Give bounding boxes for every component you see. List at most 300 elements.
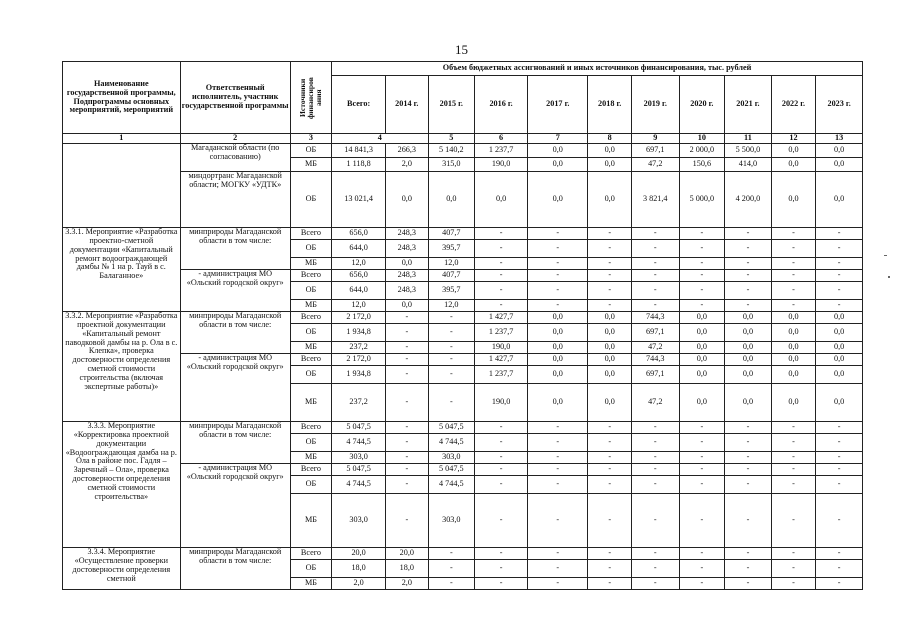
column-number: 4 (332, 134, 428, 144)
value-cell: - (725, 548, 772, 560)
executor-cell: - администрация МО «Ольский городской округ» (180, 464, 290, 548)
value-cell: - (679, 548, 725, 560)
value-cell: - (816, 422, 863, 434)
value-cell: - (588, 434, 631, 452)
value-cell: 0,0 (679, 342, 725, 354)
value-cell: 12,0 (428, 300, 475, 312)
value-cell: 4 200,0 (725, 172, 772, 228)
value-cell: - (475, 300, 528, 312)
source-cell: Всего (290, 422, 331, 434)
value-cell: - (528, 422, 588, 434)
value-cell: - (428, 342, 475, 354)
value-cell: - (771, 560, 816, 578)
value-cell: 0,0 (588, 324, 631, 342)
value-cell: 2 000,0 (679, 144, 725, 158)
value-cell: 414,0 (725, 158, 772, 172)
value-cell: - (588, 548, 631, 560)
source-cell: Всего (290, 464, 331, 476)
value-cell: - (725, 452, 772, 464)
value-cell: 47,2 (631, 342, 679, 354)
value-cell: - (771, 434, 816, 452)
column-number: 13 (816, 134, 863, 144)
value-cell: 0,0 (816, 158, 863, 172)
value-cell: - (528, 548, 588, 560)
value-cell: - (528, 578, 588, 590)
value-cell: 248,3 (386, 228, 428, 240)
value-cell: 0,0 (771, 342, 816, 354)
value-cell: - (528, 452, 588, 464)
value-cell: - (386, 434, 428, 452)
value-cell: 18,0 (386, 560, 428, 578)
value-cell: 5 000,0 (679, 172, 725, 228)
value-cell: 0,0 (816, 366, 863, 384)
value-cell: 0,0 (386, 172, 428, 228)
value-cell: - (386, 324, 428, 342)
table-row (63, 270, 863, 282)
value-cell: 1 934,8 (332, 366, 386, 384)
source-cell: ОБ (290, 282, 331, 300)
value-cell: - (588, 464, 631, 476)
value-cell: - (428, 312, 475, 324)
value-cell: 5 047,5 (332, 464, 386, 476)
value-cell: 395,7 (428, 240, 475, 258)
table-row (63, 172, 863, 228)
value-cell: - (528, 258, 588, 270)
source-cell: МБ (290, 578, 331, 590)
value-cell: - (475, 270, 528, 282)
value-cell: - (528, 240, 588, 258)
value-cell: 395,7 (428, 282, 475, 300)
value-cell: - (816, 240, 863, 258)
value-cell: - (631, 282, 679, 300)
value-cell: 0,0 (725, 312, 772, 324)
value-cell: 0,0 (679, 366, 725, 384)
header-source: Источники финансиров ания (290, 62, 331, 134)
source-cell: ОБ (290, 434, 331, 452)
value-cell: 248,3 (386, 240, 428, 258)
value-cell: - (679, 282, 725, 300)
value-cell: 0,0 (816, 342, 863, 354)
value-cell: 1 427,7 (475, 312, 528, 324)
value-cell: - (475, 240, 528, 258)
value-cell: 0,0 (588, 312, 631, 324)
value-cell: 1 427,7 (475, 354, 528, 366)
column-number: 11 (725, 134, 772, 144)
value-cell: 150,6 (679, 158, 725, 172)
value-cell: 5 047,5 (332, 422, 386, 434)
value-cell: 656,0 (332, 228, 386, 240)
value-cell: - (428, 324, 475, 342)
value-cell: - (725, 464, 772, 476)
source-cell: Всего (290, 228, 331, 240)
value-cell: - (725, 476, 772, 494)
value-cell: 237,2 (332, 384, 386, 422)
value-cell: - (771, 282, 816, 300)
value-cell: - (816, 270, 863, 282)
column-number: 6 (475, 134, 528, 144)
budget-table (62, 61, 863, 590)
header-year: 2017 г. (528, 76, 588, 134)
value-cell: - (725, 560, 772, 578)
value-cell: - (679, 228, 725, 240)
value-cell: - (475, 228, 528, 240)
value-cell: 697,1 (631, 324, 679, 342)
value-cell: - (528, 464, 588, 476)
table-row (63, 354, 863, 366)
value-cell: 303,0 (428, 452, 475, 464)
value-cell: - (386, 312, 428, 324)
value-cell: 5 140,2 (428, 144, 475, 158)
source-cell: Всего (290, 548, 331, 560)
value-cell: 0,0 (725, 342, 772, 354)
value-cell: 0,0 (725, 324, 772, 342)
column-number: 3 (290, 134, 331, 144)
header-year: 2019 г. (631, 76, 679, 134)
value-cell: - (725, 270, 772, 282)
value-cell: - (386, 494, 428, 548)
source-cell: МБ (290, 384, 331, 422)
value-cell: 1 118,8 (332, 158, 386, 172)
table-row (63, 312, 863, 324)
header-year: 2018 г. (588, 76, 631, 134)
value-cell: - (771, 494, 816, 548)
source-cell: МБ (290, 342, 331, 354)
header-year: 2014 г. (386, 76, 428, 134)
value-cell: - (386, 384, 428, 422)
value-cell: 0,0 (771, 354, 816, 366)
value-cell: - (588, 258, 631, 270)
value-cell: - (679, 422, 725, 434)
source-cell: МБ (290, 258, 331, 270)
value-cell: 2 172,0 (332, 354, 386, 366)
header-volume: Объем бюджетных ассигнований и иных источников финансирования, тыс. рублей (332, 62, 863, 76)
value-cell: - (386, 464, 428, 476)
value-cell: 697,1 (631, 366, 679, 384)
value-cell: 303,0 (332, 452, 386, 464)
value-cell: - (816, 494, 863, 548)
value-cell: - (631, 422, 679, 434)
value-cell: - (386, 476, 428, 494)
value-cell: 3 821,4 (631, 172, 679, 228)
measure-name: 3.3.3. Мероприятие «Корректировка проектной документации «Водоограждающая дамба на р. Ола в районе пос. Гадля – Заречный – Ола», проверка достоверности определения сметной стоимости строительства» (63, 422, 181, 548)
value-cell: - (428, 354, 475, 366)
value-cell: 1 237,7 (475, 144, 528, 158)
value-cell: 190,0 (475, 384, 528, 422)
value-cell: - (725, 258, 772, 270)
value-cell: 0,0 (528, 172, 588, 228)
source-cell: МБ (290, 300, 331, 312)
value-cell: 0,0 (816, 172, 863, 228)
value-cell: - (386, 342, 428, 354)
value-cell: - (428, 578, 475, 590)
value-cell: 0,0 (588, 366, 631, 384)
value-cell: 656,0 (332, 270, 386, 282)
value-cell: 744,3 (631, 354, 679, 366)
column-number: 9 (631, 134, 679, 144)
value-cell: - (631, 548, 679, 560)
value-cell: 0,0 (679, 384, 725, 422)
value-cell: 303,0 (332, 494, 386, 548)
value-cell: 0,0 (816, 144, 863, 158)
value-cell: - (631, 476, 679, 494)
value-cell: - (386, 366, 428, 384)
source-cell: ОБ (290, 476, 331, 494)
value-cell: 0,0 (428, 172, 475, 228)
value-cell: 0,0 (771, 324, 816, 342)
value-cell: - (816, 228, 863, 240)
value-cell: 0,0 (528, 342, 588, 354)
value-cell: - (588, 494, 631, 548)
value-cell: - (679, 476, 725, 494)
measure-name: 3.3.1. Мероприятие «Разработка проектно-сметной документации «Капитальный ремонт водоограждающей дамбы № 1 на р. Тауй в с. Балаганное» (63, 228, 181, 312)
value-cell: 1 934,8 (332, 324, 386, 342)
value-cell: 0,0 (725, 366, 772, 384)
value-cell: - (428, 548, 475, 560)
executor-cell: минприроды Магаданской области в том числе: (180, 312, 290, 354)
value-cell: - (771, 422, 816, 434)
value-cell: 20,0 (386, 548, 428, 560)
value-cell: - (475, 282, 528, 300)
page-number: 15 (455, 42, 468, 57)
value-cell: - (725, 300, 772, 312)
value-cell: - (631, 578, 679, 590)
value-cell: 2,0 (386, 578, 428, 590)
column-number: 8 (588, 134, 631, 144)
value-cell: - (475, 464, 528, 476)
value-cell: - (816, 578, 863, 590)
value-cell: - (771, 548, 816, 560)
value-cell: 18,0 (332, 560, 386, 578)
value-cell: - (588, 560, 631, 578)
value-cell: 0,0 (588, 144, 631, 158)
value-cell: 0,0 (386, 258, 428, 270)
value-cell: 0,0 (679, 354, 725, 366)
value-cell: 4 744,5 (332, 434, 386, 452)
value-cell: 0,0 (588, 172, 631, 228)
value-cell: - (816, 258, 863, 270)
value-cell: 0,0 (386, 300, 428, 312)
value-cell: 0,0 (528, 324, 588, 342)
value-cell: 12,0 (332, 258, 386, 270)
value-cell: - (679, 578, 725, 590)
value-cell: - (771, 258, 816, 270)
source-cell: ОБ (290, 366, 331, 384)
value-cell: - (679, 270, 725, 282)
value-cell: - (679, 464, 725, 476)
table-row (63, 228, 863, 240)
value-cell: - (588, 300, 631, 312)
value-cell: - (725, 578, 772, 590)
value-cell: 20,0 (332, 548, 386, 560)
value-cell: - (631, 228, 679, 240)
value-cell: 0,0 (588, 158, 631, 172)
value-cell: - (771, 300, 816, 312)
value-cell: 4 744,5 (428, 434, 475, 452)
value-cell: - (679, 258, 725, 270)
value-cell: - (631, 300, 679, 312)
value-cell: - (475, 476, 528, 494)
value-cell: - (631, 270, 679, 282)
value-cell: - (631, 452, 679, 464)
value-cell: - (631, 494, 679, 548)
value-cell: - (816, 434, 863, 452)
value-cell: - (475, 452, 528, 464)
value-cell: 744,3 (631, 312, 679, 324)
value-cell: - (528, 494, 588, 548)
value-cell: 4 744,5 (428, 476, 475, 494)
value-cell: 0,0 (771, 366, 816, 384)
measure-name: 3.3.2. Мероприятие «Разработка проектной документации «Капитальный ремонт паводковой дамбы на р. Ола в с. Клепка», проверка достоверности определения сметной стоимости строительства (включая экспертные работы)» (63, 312, 181, 422)
measure-name: 3.3.4. Мероприятие «Осуществление проверки достоверности определения сметной (63, 548, 181, 590)
value-cell: - (475, 578, 528, 590)
value-cell: - (725, 228, 772, 240)
column-number: 7 (528, 134, 588, 144)
value-cell: 0,0 (528, 384, 588, 422)
value-cell: - (475, 258, 528, 270)
source-cell: Всего (290, 270, 331, 282)
value-cell: - (725, 240, 772, 258)
source-cell: Всего (290, 354, 331, 366)
value-cell: - (679, 452, 725, 464)
value-cell: 0,0 (528, 312, 588, 324)
value-cell: 5 047,5 (428, 464, 475, 476)
value-cell: - (475, 548, 528, 560)
value-cell: 0,0 (771, 172, 816, 228)
value-cell: - (679, 240, 725, 258)
value-cell: 407,7 (428, 270, 475, 282)
value-cell: 0,0 (816, 312, 863, 324)
value-cell: 12,0 (332, 300, 386, 312)
executor-cell: - администрация МО «Ольский городской округ» (180, 270, 290, 312)
value-cell: - (588, 270, 631, 282)
value-cell: - (528, 270, 588, 282)
source-cell: ОБ (290, 240, 331, 258)
value-cell: 0,0 (725, 354, 772, 366)
value-cell: - (631, 240, 679, 258)
value-cell: - (816, 300, 863, 312)
value-cell: 0,0 (588, 354, 631, 366)
header-year: 2016 г. (475, 76, 528, 134)
value-cell: - (816, 560, 863, 578)
value-cell: 248,3 (386, 282, 428, 300)
value-cell: 237,2 (332, 342, 386, 354)
value-cell: - (725, 282, 772, 300)
value-cell: - (816, 476, 863, 494)
value-cell: - (428, 366, 475, 384)
value-cell: - (588, 422, 631, 434)
source-cell: МБ (290, 494, 331, 548)
value-cell: - (528, 228, 588, 240)
value-cell: 0,0 (771, 312, 816, 324)
value-cell: - (386, 452, 428, 464)
value-cell: - (475, 560, 528, 578)
value-cell: 1 237,7 (475, 366, 528, 384)
source-cell: МБ (290, 158, 331, 172)
value-cell: - (588, 578, 631, 590)
value-cell: - (631, 434, 679, 452)
value-cell: 0,0 (771, 384, 816, 422)
value-cell: 0,0 (588, 384, 631, 422)
column-number: 10 (679, 134, 725, 144)
value-cell: 13 021,4 (332, 172, 386, 228)
value-cell: 14 841,3 (332, 144, 386, 158)
value-cell: - (816, 548, 863, 560)
value-cell: - (771, 228, 816, 240)
scan-speck (884, 255, 887, 256)
value-cell: 0,0 (816, 354, 863, 366)
value-cell: - (679, 300, 725, 312)
value-cell: - (771, 270, 816, 282)
value-cell: 644,0 (332, 282, 386, 300)
header-executor: Ответственный исполнитель, участник государственной программы (180, 62, 290, 134)
value-cell: - (475, 422, 528, 434)
source-cell: Всего (290, 312, 331, 324)
value-cell: - (588, 228, 631, 240)
value-cell: 190,0 (475, 158, 528, 172)
value-cell: 303,0 (428, 494, 475, 548)
executor-cell: минприроды Магаданской области в том числе: (180, 548, 290, 590)
value-cell: 266,3 (386, 144, 428, 158)
value-cell: - (528, 476, 588, 494)
table-row (63, 422, 863, 434)
executor-cell: Магаданской области (по согласованию) (180, 144, 290, 172)
value-cell: 1 237,7 (475, 324, 528, 342)
column-number: 5 (428, 134, 475, 144)
value-cell: 0,0 (528, 144, 588, 158)
value-cell: - (428, 560, 475, 578)
measure-name (63, 144, 181, 228)
table-row (63, 464, 863, 476)
value-cell: 190,0 (475, 342, 528, 354)
value-cell: 0,0 (771, 158, 816, 172)
source-cell: ОБ (290, 144, 331, 158)
value-cell: 2,0 (386, 158, 428, 172)
table-row (63, 548, 863, 560)
column-number: 2 (180, 134, 290, 144)
value-cell: - (816, 282, 863, 300)
value-cell: - (725, 434, 772, 452)
value-cell: 0,0 (679, 312, 725, 324)
value-cell: - (475, 434, 528, 452)
value-cell: 0,0 (679, 324, 725, 342)
header-year: 2022 г. (771, 76, 816, 134)
value-cell: 0,0 (528, 354, 588, 366)
executor-cell: минприроды Магаданской области в том числе: (180, 422, 290, 464)
value-cell: - (679, 494, 725, 548)
value-cell: - (588, 452, 631, 464)
value-cell: - (386, 422, 428, 434)
value-cell: - (631, 258, 679, 270)
header-program: Наименование государственной программы, Подпрограммы основных мероприятий, мероприятий (63, 62, 181, 134)
value-cell: - (771, 240, 816, 258)
value-cell: - (588, 240, 631, 258)
value-cell: 407,7 (428, 228, 475, 240)
scan-speck (888, 276, 890, 278)
value-cell: - (816, 452, 863, 464)
executor-cell: - администрация МО «Ольский городской округ» (180, 354, 290, 422)
value-cell: 47,2 (631, 384, 679, 422)
value-cell: - (631, 560, 679, 578)
value-cell: 0,0 (588, 342, 631, 354)
source-cell: МБ (290, 452, 331, 464)
value-cell: 644,0 (332, 240, 386, 258)
column-number: 12 (771, 134, 816, 144)
value-cell: - (816, 464, 863, 476)
value-cell: - (771, 476, 816, 494)
value-cell: 4 744,5 (332, 476, 386, 494)
value-cell: 5 500,0 (725, 144, 772, 158)
value-cell: 0,0 (725, 384, 772, 422)
